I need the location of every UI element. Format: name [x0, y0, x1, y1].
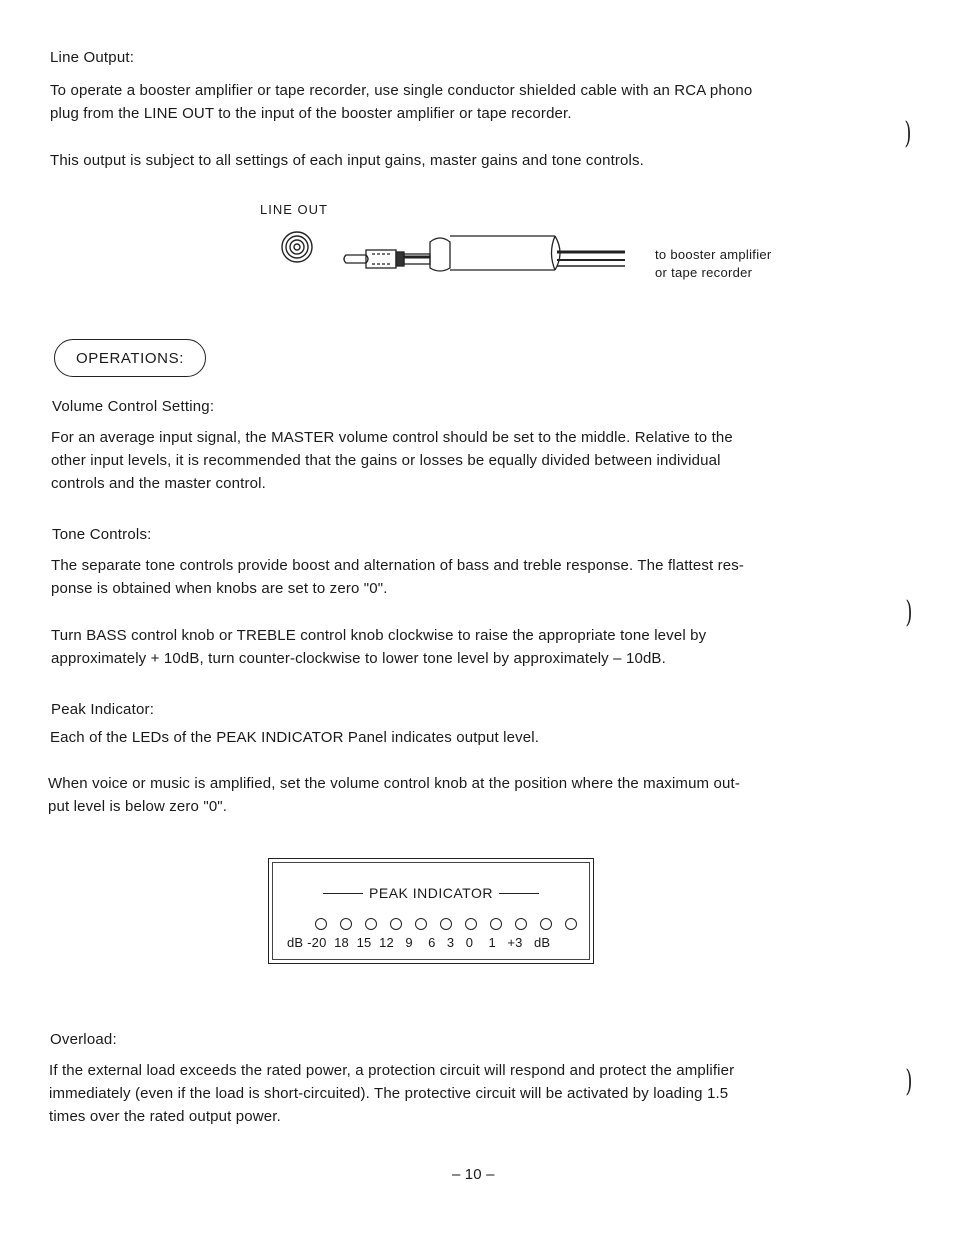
led-indicator — [540, 918, 552, 930]
led-indicator — [340, 918, 352, 930]
line-out-label: LINE OUT — [260, 202, 328, 217]
line-output-paragraph: To operate a booster amplifier or tape recorder, use single conductor shielded cable with an RCA phono plug from the LINE OUT to the input of the booster amplifier or tape recorder. — [50, 82, 753, 122]
led-indicator — [315, 918, 327, 930]
rca-plug-icon — [344, 236, 625, 271]
rca-cable-diagram — [280, 230, 640, 280]
led-indicator — [390, 918, 402, 930]
binding-mark: ) — [905, 1064, 913, 1099]
overload-heading: Overload: — [50, 1031, 117, 1048]
peak-heading: Peak Indicator: — [51, 701, 155, 718]
led-indicator — [415, 918, 427, 930]
led-indicator — [465, 918, 477, 930]
rca-jack-icon — [282, 232, 312, 262]
led-indicator — [515, 918, 527, 930]
tone-adjust-paragraph: Turn BASS control knob or TREBLE control knob clockwise to raise the appropriate tone level by approximately + 10dB, turn counter-clockwise to lower tone level by approximately – 10dB. — [51, 627, 707, 667]
line-output-note: This output is subject to all settings of each input gains, master gains and tone controls. — [50, 152, 644, 169]
peak-paragraph: Each of the LEDs of the PEAK INDICATOR Panel indicates output level. — [50, 729, 540, 746]
operations-badge: OPERATIONS: — [54, 339, 206, 377]
led-indicator — [565, 918, 577, 930]
led-row — [315, 918, 577, 930]
tone-heading: Tone Controls: — [52, 526, 152, 543]
volume-heading: Volume Control Setting: — [52, 398, 215, 415]
line-output-heading: Line Output: — [50, 49, 135, 66]
peak-indicator-panel — [268, 858, 594, 964]
led-indicator — [365, 918, 377, 930]
volume-paragraph: For an average input signal, the MASTER volume control should be set to the middle. Relative to the other input levels, it is recommended that the gains or losses be equally divided between individual controls and the master control. — [51, 429, 733, 492]
peak-usage-paragraph: When voice or music is amplified, set the volume control knob at the position where the maximum out- put level is below zero "0". — [48, 775, 740, 815]
led-indicator — [490, 918, 502, 930]
page-number: – 10 – — [452, 1166, 495, 1183]
overload-paragraph: If the external load exceeds the rated power, a protection circuit will respond and protect the amplifier immediately (even if the load is short-circuited). The protective circuit will be activated by loading 1.5 times over the rated output power. — [49, 1062, 735, 1125]
peak-indicator-title: PEAK INDICATOR — [273, 885, 589, 901]
binding-mark: ) — [904, 116, 912, 151]
db-scale: dB -20 18 15 12 9 6 3 0 1 +3 dB — [287, 935, 551, 950]
diagram-destination: to booster amplifier or tape recorder — [655, 247, 772, 280]
led-indicator — [440, 918, 452, 930]
binding-mark: ) — [905, 595, 913, 630]
tone-paragraph: The separate tone controls provide boost and alternation of bass and treble response. The flattest res- ponse is obtained when knobs are set to zero "0". — [51, 557, 745, 597]
